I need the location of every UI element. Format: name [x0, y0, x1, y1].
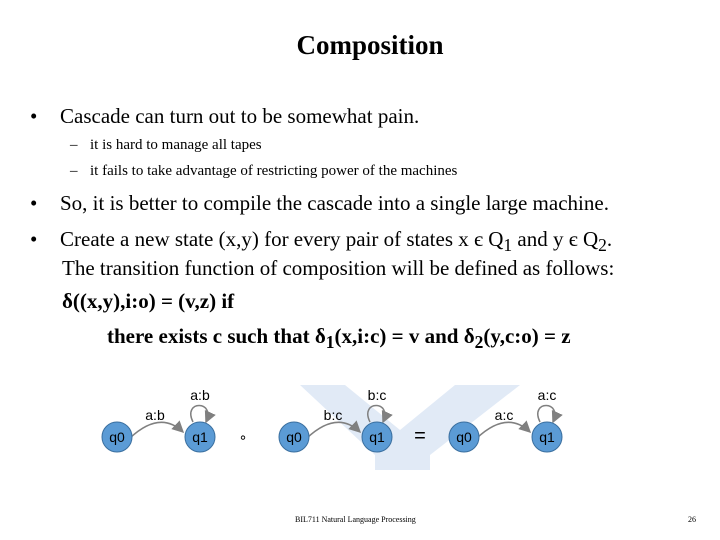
fst-loop — [191, 406, 208, 423]
subscript: 2 — [474, 332, 484, 353]
bullet-text-cont: and y є Q — [512, 227, 599, 251]
sub-dash: – — [70, 163, 78, 179]
state-label: q1 — [539, 429, 555, 445]
state-label: q0 — [109, 429, 125, 445]
loop-label: b:c — [367, 387, 387, 403]
subscript: 1 — [325, 332, 335, 353]
fst-edge — [130, 422, 183, 438]
bullet-text: Cascade can turn out to be somewhat pain. — [60, 104, 420, 128]
fst-edge — [477, 422, 530, 438]
sub-bullet-tapes — [70, 136, 262, 154]
bullet-dot: • — [30, 227, 38, 251]
condition-part: (x,i:c) = v and δ — [334, 324, 475, 348]
condition-part: there exists c such that δ — [107, 324, 326, 348]
bullet-dot: • — [30, 191, 38, 215]
loop-label: a:c — [537, 387, 557, 403]
edge-label: a:c — [494, 407, 514, 423]
subscript: 2 — [598, 235, 607, 256]
bullet-text: Create a new state (x,y) for every pair of states x є Q — [60, 227, 504, 251]
compose-operator: ∘ — [238, 429, 248, 445]
state-label: q0 — [456, 429, 472, 445]
bullet-text: So, it is better to compile the cascade into a single large machine. — [60, 191, 609, 215]
footer-course: BIL711 Natural Language Processing — [295, 515, 416, 524]
subscript: 1 — [503, 235, 513, 256]
bullet-cascade — [30, 103, 419, 129]
state-label: q0 — [286, 429, 302, 445]
bullet-dot: • — [30, 104, 38, 128]
bullet-compile — [30, 190, 609, 216]
sub-bullet-power — [70, 162, 457, 180]
edge-label: b:c — [323, 407, 343, 423]
watermark-logo — [300, 385, 520, 470]
sub-dash: – — [70, 137, 78, 153]
state-label: q1 — [369, 429, 385, 445]
edge-label: a:b — [145, 407, 165, 423]
loop-label: a:b — [190, 387, 210, 403]
state-label: q1 — [192, 429, 208, 445]
slide-title: Composition — [296, 30, 444, 60]
fst-1 — [102, 387, 215, 452]
fst-composition-diagram — [0, 370, 720, 480]
footer-page-number: 26 — [688, 515, 696, 524]
bullet-create-state — [30, 226, 612, 258]
bullet-text-end: . — [606, 227, 613, 251]
sub-bullet-text: it is hard to manage all tapes — [90, 137, 262, 153]
condition-part: (y,c:o) = z — [483, 324, 571, 348]
equals-operator: = — [414, 425, 426, 447]
transition-line: The transition function of composition will be defined as follows: — [62, 256, 615, 280]
fst-loop — [538, 406, 555, 423]
condition-line — [107, 323, 571, 355]
sub-bullet-text: it fails to take advantage of restricting power of the machines — [90, 163, 458, 179]
definition-line: δ((x,y),i:o) = (v,z) if — [62, 289, 235, 313]
